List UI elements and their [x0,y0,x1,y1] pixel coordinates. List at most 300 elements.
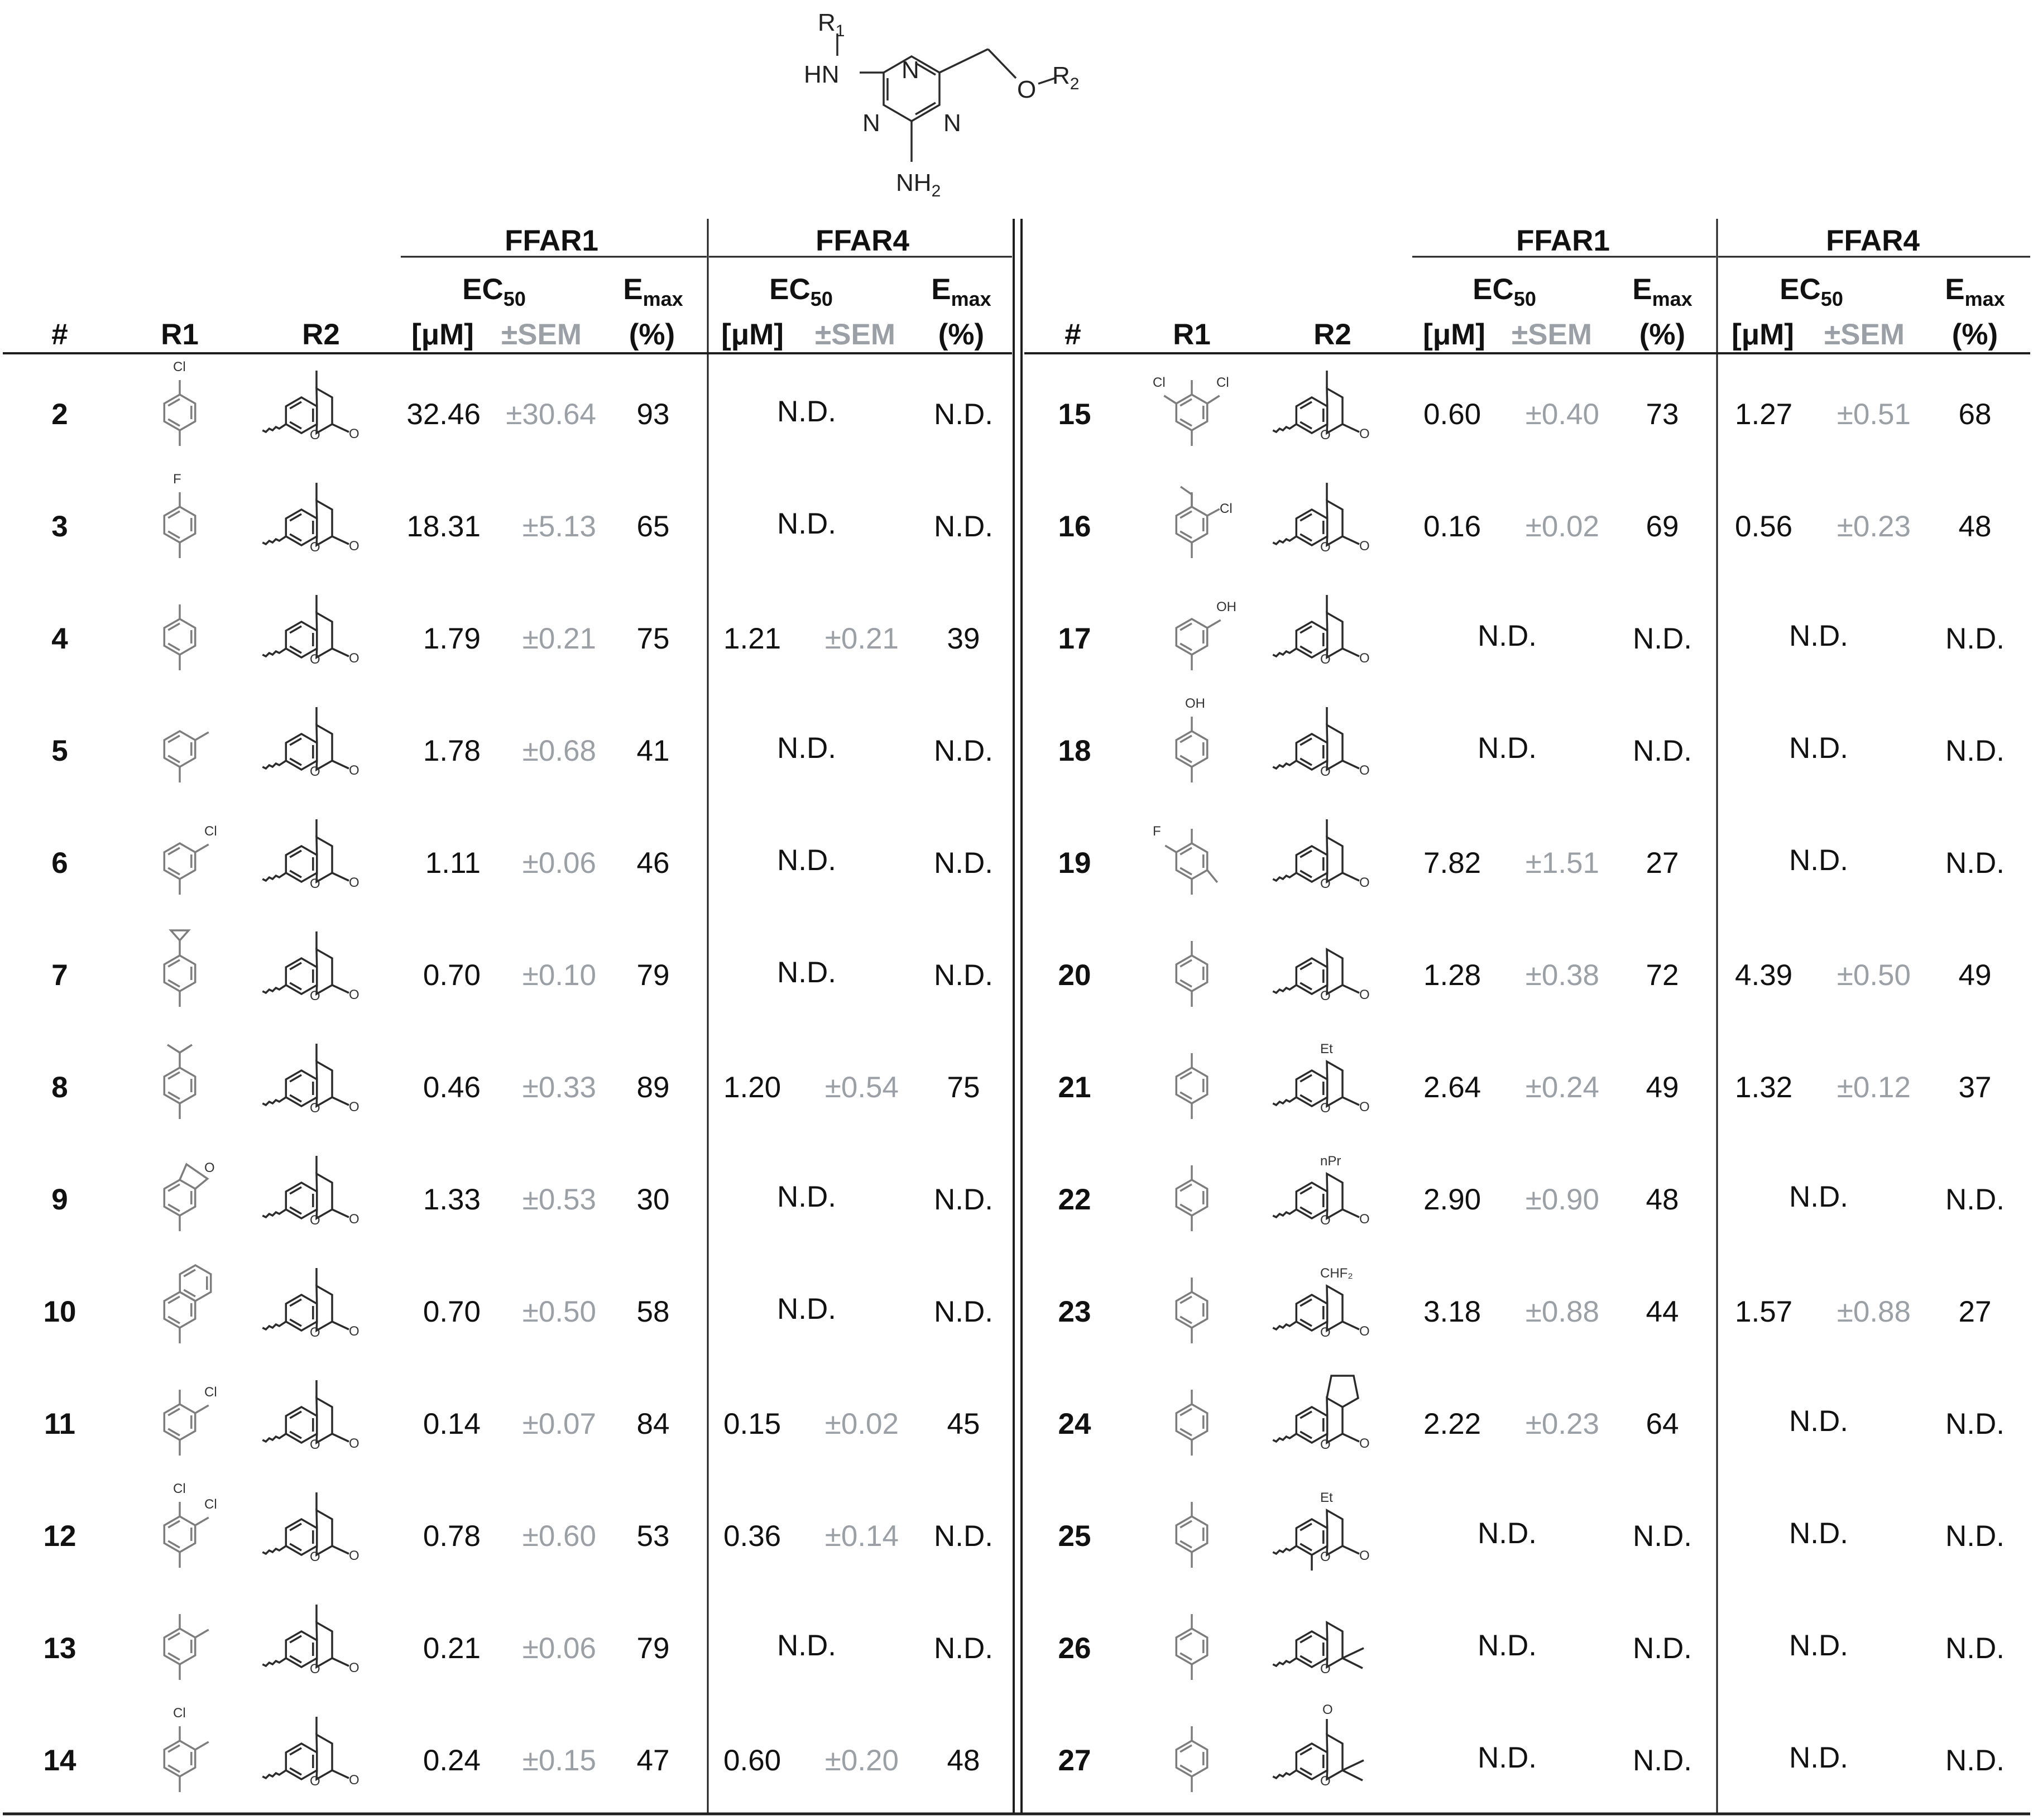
row-24-ffar1-ec50: 2.22 [1423,1408,1481,1440]
row-23-id: 23 [1058,1295,1091,1328]
row-4-ffar4-sem: ±0.21 [824,622,899,655]
header-unit-ffar1-right: [μM] [1423,318,1485,351]
row-6-ffar1-ec50: 1.11 [425,847,481,880]
row-26-ffar4-nd: N.D. [1789,1629,1848,1662]
row-22-r1-structure [1144,1145,1239,1245]
header-pct-ffar4-left: (%) [938,318,985,351]
row-10-r2-carbonyl-o-label: O [349,1324,359,1339]
row-22-r2-ring-o-label: O [1320,1213,1331,1228]
row-6-ffar4-nd: N.D. [777,844,836,877]
row-2-r2-ring-o-label: O [310,428,320,443]
row-23-ffar4-ec50: 1.57 [1735,1295,1793,1328]
row-18-ffar4-emax: N.D. [1945,734,2005,767]
row-26-r2-ring-o-label: O [1320,1661,1331,1677]
row-23-r2-structure [1259,1257,1393,1357]
header-ffar1-left: FFAR1 [505,224,598,257]
row-19-ffar1-sem: ±1.51 [1525,847,1599,880]
row-8-r2-carbonyl-o-label: O [349,1099,359,1115]
row-16-r2-structure [1259,472,1393,572]
row-25-id: 25 [1058,1520,1091,1553]
row-16-ffar1-ec50: 0.16 [1423,510,1481,543]
row-10-r2-structure [248,1257,382,1357]
row-2-ffar1-ec50: 32.46 [406,398,481,431]
row-12-ffar4-emax: N.D. [934,1520,993,1553]
row-2-ffar4-nd: N.D. [777,395,836,428]
row-21-ffar4-emax: 37 [1958,1071,1992,1104]
row-9-ffar4-nd: N.D. [777,1180,836,1213]
row-5-r1-structure [132,696,227,796]
row-4-ffar4-ec50: 1.21 [723,622,781,655]
row-25-r2-ring-o-label: O [1320,1549,1331,1564]
row-16-r2-carbonyl-o-label: O [1359,539,1370,554]
row-2-r2-carbonyl-o-label: O [349,426,359,441]
row-17-r1-structure [1144,584,1239,684]
scaffold-hn-label: HN [804,61,840,88]
row-23-r2-ring-o-label: O [1320,1325,1331,1340]
row-11-ffar1-ec50: 0.14 [423,1408,481,1440]
row-6-ffar1-sem: ±0.06 [522,847,596,880]
row-8-r2-structure [248,1033,382,1133]
row-20-ffar1-emax: 72 [1646,959,1679,992]
row-13-r1-structure [132,1593,227,1694]
row-14-r2-structure [248,1706,382,1806]
row-10-ffar4-emax: N.D. [934,1295,993,1328]
row-7-r2-ring-o-label: O [310,988,320,1003]
row-4-r2-structure [248,584,382,684]
row-27-r2-structure [1259,1702,1393,1806]
row-3-id: 3 [51,510,68,543]
row-12-r2-carbonyl-o-label: O [349,1548,359,1563]
row-26-r1-structure [1144,1593,1239,1694]
row-11-ffar1-emax: 84 [636,1408,670,1440]
row-13-ffar4-emax: N.D. [934,1632,993,1665]
row-4-ffar4-emax: 39 [947,622,980,655]
row-14-ffar4-sem: ±0.20 [824,1744,899,1777]
row-2-r1-atom-label: Cl [173,359,186,374]
row-21-ffar1-emax: 49 [1646,1071,1679,1104]
header-index-right: # [1065,318,1081,351]
row-21-ffar4-ec50: 1.32 [1735,1071,1793,1104]
row-15-id: 15 [1058,398,1091,431]
row-8-r1-structure [132,1033,227,1133]
row-6-r1-atom-label: Cl [204,824,217,839]
row-7-ffar1-ec50: 0.70 [423,959,481,992]
header-r2-left: R2 [302,318,340,351]
row-6-r2-carbonyl-o-label: O [349,875,359,890]
row-19-ffar1-ec50: 7.82 [1423,847,1481,880]
row-11-r2-structure [248,1369,382,1470]
scaffold-nh2-label: $NH_2$ [896,169,941,200]
row-4-r2-carbonyl-o-label: O [349,651,359,666]
row-15-ffar4-ec50: 1.27 [1735,398,1793,431]
row-16-ffar4-emax: 48 [1958,510,1992,543]
row-12-ffar1-ec50: 0.78 [423,1520,481,1553]
row-21-id: 21 [1058,1071,1091,1104]
row-6-r2-structure [248,808,382,909]
row-22-ffar4-nd: N.D. [1789,1180,1848,1213]
row-17-r2-ring-o-label: O [1320,652,1331,667]
row-2-ffar4-emax: N.D. [934,398,993,431]
row-12-ffar1-sem: ±0.60 [522,1520,596,1553]
row-14-ffar4-emax: 48 [947,1744,980,1777]
row-16-ffar1-sem: ±0.02 [1525,510,1599,543]
row-11-ffar4-emax: 45 [947,1408,980,1440]
row-20-ffar1-sem: ±0.38 [1525,959,1599,992]
row-14-ffar1-ec50: 0.24 [423,1744,481,1777]
row-26-r2-structure [1259,1593,1393,1694]
row-2-r1-structure [132,359,227,460]
row-25-r2-sub4-label: Et [1320,1490,1333,1505]
row-17-r2-structure [1259,584,1393,684]
row-13-ffar4-nd: N.D. [777,1629,836,1662]
row-3-ffar4-nd: N.D. [777,507,836,540]
row-23-r2-carbonyl-o-label: O [1359,1324,1370,1339]
row-9-r1-atom-label: O [204,1160,215,1175]
row-15-ffar1-sem: ±0.40 [1525,398,1599,431]
header-r1-right: R1 [1173,318,1211,351]
row-11-ffar1-sem: ±0.07 [522,1408,596,1440]
row-3-ffar1-ec50: 18.31 [406,510,481,543]
row-11-id: 11 [44,1408,76,1440]
header-emax-ffar1-right: $E_{max}$ [1632,273,1692,310]
row-14-r2-ring-o-label: O [310,1774,320,1789]
row-12-ffar1-emax: 53 [636,1520,670,1553]
row-22-ffar1-ec50: 2.90 [1423,1183,1481,1216]
row-5-r2-structure [248,696,382,796]
row-8-r2-ring-o-label: O [310,1101,320,1116]
row-9-r1-structure [132,1145,227,1245]
header-ec50-ffar4-right: $EC_{50}$ [1780,273,1843,310]
row-15-ffar4-sem: ±0.51 [1837,398,1911,431]
row-7-ffar1-emax: 79 [636,959,670,992]
row-12-r1-structure [132,1481,227,1582]
row-15-ffar1-ec50: 0.60 [1423,398,1481,431]
row-18-r2-ring-o-label: O [1320,764,1331,779]
row-13-ffar1-emax: 79 [636,1632,670,1665]
row-10-id: 10 [43,1295,76,1328]
row-18-ffar4-nd: N.D. [1789,732,1848,765]
row-12-r1-atom-label: Cl [173,1481,186,1496]
row-5-ffar4-emax: N.D. [934,734,993,767]
header-emax-ffar4-right: $E_{max}$ [1945,273,2005,310]
row-20-id: 20 [1058,959,1091,992]
row-19-ffar1-emax: 27 [1646,847,1679,880]
row-14-id: 14 [43,1744,76,1777]
row-21-r2-sub4-label: Et [1320,1041,1333,1057]
row-9-r2-carbonyl-o-label: O [349,1212,359,1227]
row-26-ffar1-nd: N.D. [1478,1629,1537,1662]
row-16-r1-atom-label: Cl [1220,501,1233,516]
row-13-r2-carbonyl-o-label: O [349,1660,359,1675]
row-3-r1-atom-label: F [173,472,181,487]
row-9-ffar1-emax: 30 [636,1183,670,1216]
row-21-r2-ring-o-label: O [1320,1101,1331,1116]
header-pct-ffar4-right: (%) [1952,318,1998,351]
header-emax-ffar1-left: $E_{max}$ [623,273,683,310]
row-14-r1-structure [132,1706,227,1806]
row-15-r2-ring-o-label: O [1320,428,1331,443]
row-22-ffar4-emax: N.D. [1945,1183,2005,1216]
row-4-r1-structure [132,584,227,684]
row-13-r2-structure [248,1593,382,1694]
row-6-ffar1-emax: 46 [636,847,670,880]
row-23-ffar1-ec50: 3.18 [1423,1295,1481,1328]
row-8-ffar1-sem: ±0.33 [522,1071,596,1104]
row-19-r1-atom-label: F [1153,824,1161,839]
row-27-r2-ring-o-label: O [1320,1774,1331,1789]
row-20-ffar4-sem: ±0.50 [1837,959,1911,992]
row-10-ffar1-emax: 58 [636,1295,670,1328]
row-18-r1-atom-label: OH [1185,696,1205,711]
row-17-id: 17 [1058,622,1091,655]
row-10-ffar1-ec50: 0.70 [423,1295,481,1328]
row-7-ffar4-emax: N.D. [934,959,993,992]
row-8-ffar1-emax: 89 [636,1071,670,1104]
row-7-ffar4-nd: N.D. [777,956,836,989]
header-unit-ffar4-left: [μM] [721,318,784,351]
row-17-ffar4-nd: N.D. [1789,620,1848,652]
row-3-r2-structure [248,472,382,572]
row-2-id: 2 [51,398,68,431]
row-11-r2-carbonyl-o-label: O [349,1436,359,1451]
row-16-ffar4-ec50: 0.56 [1735,510,1793,543]
row-22-id: 22 [1058,1183,1091,1216]
row-18-id: 18 [1058,734,1091,767]
row-16-r2-ring-o-label: O [1320,540,1331,555]
header-ffar1-right: FFAR1 [1516,224,1610,257]
row-24-ffar4-emax: N.D. [1945,1408,2005,1440]
row-25-ffar4-emax: N.D. [1945,1520,2005,1553]
row-27-ffar1-emax: N.D. [1633,1744,1692,1777]
row-10-r2-ring-o-label: O [310,1325,320,1340]
row-25-ffar1-emax: N.D. [1633,1520,1692,1553]
row-12-ffar4-sem: ±0.14 [824,1520,899,1553]
row-2-ffar1-sem: ±30.64 [506,398,596,431]
row-17-r2-carbonyl-o-label: O [1359,651,1370,666]
header-r1-left: R1 [161,318,199,351]
header-pct-ffar1-left: (%) [629,318,675,351]
row-27-ffar1-nd: N.D. [1478,1741,1537,1774]
row-14-r1-atom-label: Cl [173,1706,186,1721]
row-5-ffar1-ec50: 1.78 [423,734,481,767]
row-11-ffar4-sem: ±0.02 [824,1408,899,1440]
header-pct-ffar1-right: (%) [1639,318,1686,351]
header-sem-ffar4-right: ±SEM [1824,318,1905,351]
row-4-ffar1-emax: 75 [636,622,670,655]
row-5-r2-ring-o-label: O [310,764,320,779]
row-24-r2-carbonyl-o-label: O [1359,1436,1370,1451]
row-21-ffar1-sem: ±0.24 [1525,1071,1599,1104]
row-14-ffar1-sem: ±0.15 [522,1744,596,1777]
row-5-ffar1-emax: 41 [636,734,670,767]
row-23-r1-structure [1144,1257,1239,1357]
row-5-ffar4-nd: N.D. [777,732,836,765]
row-13-r2-ring-o-label: O [310,1661,320,1677]
header-ec50-ffar4-left: $EC_{50}$ [769,273,833,310]
row-8-ffar1-ec50: 0.46 [423,1071,481,1104]
header-ec50-ffar1-right: $EC_{50}$ [1473,273,1536,310]
row-27-ffar4-emax: N.D. [1945,1744,2005,1777]
row-24-ffar4-nd: N.D. [1789,1405,1848,1438]
row-13-id: 13 [43,1632,76,1665]
row-24-ffar1-emax: 64 [1646,1408,1679,1440]
row-7-r2-structure [248,920,382,1021]
row-13-ffar1-ec50: 0.21 [423,1632,481,1665]
row-17-ffar1-nd: N.D. [1478,620,1537,652]
row-9-ffar1-ec50: 1.33 [423,1183,481,1216]
row-6-r2-ring-o-label: O [310,876,320,891]
row-16-id: 16 [1058,510,1091,543]
header-unit-ffar4-right: [μM] [1732,318,1794,351]
row-15-ffar4-emax: 68 [1958,398,1992,431]
row-11-ffar4-ec50: 0.15 [723,1408,781,1440]
row-17-ffar4-emax: N.D. [1945,622,2005,655]
row-5-id: 5 [51,734,68,767]
row-26-ffar1-emax: N.D. [1633,1632,1692,1665]
row-20-r2-structure [1259,920,1393,1021]
row-4-ffar1-ec50: 1.79 [423,622,481,655]
row-12-r1-atom-label: Cl [204,1497,217,1512]
row-24-r1-structure [1144,1369,1239,1470]
row-4-id: 4 [51,622,68,655]
row-25-r2-structure [1259,1481,1393,1582]
row-24-ffar1-sem: ±0.23 [1525,1408,1599,1440]
header-ec50-ffar1-left: $EC_{50}$ [462,273,526,310]
row-18-ffar1-nd: N.D. [1478,732,1537,765]
row-9-r2-structure [248,1145,382,1245]
row-23-ffar1-emax: 44 [1646,1295,1679,1328]
row-5-ffar1-sem: ±0.68 [522,734,596,767]
scaffold-r2-label: $R_2$ [1052,62,1080,93]
row-21-ffar4-sem: ±0.12 [1837,1071,1911,1104]
row-9-ffar4-emax: N.D. [934,1183,993,1216]
row-24-id: 24 [1058,1408,1091,1440]
row-17-r1-atom-label: OH [1216,599,1236,614]
row-12-id: 12 [43,1520,76,1553]
row-3-ffar1-emax: 65 [636,510,670,543]
row-20-ffar4-ec50: 4.39 [1735,959,1793,992]
header-index-left: # [51,318,68,351]
row-8-ffar4-sem: ±0.54 [824,1071,899,1104]
row-9-r2-ring-o-label: O [310,1213,320,1228]
header-emax-ffar4-left: $E_{max}$ [931,273,991,310]
row-23-ffar4-sem: ±0.88 [1837,1295,1911,1328]
row-15-r1-structure [1144,359,1239,460]
row-25-r2-carbonyl-o-label: O [1359,1548,1370,1563]
row-27-ffar4-nd: N.D. [1789,1741,1848,1774]
row-18-r2-structure [1259,696,1393,796]
row-11-r1-atom-label: Cl [204,1385,217,1400]
row-2-r2-structure [248,359,382,460]
scaffold-r1-label: $R_1$ [818,9,845,40]
row-2-ffar1-emax: 93 [636,398,670,431]
row-22-ffar1-emax: 48 [1646,1183,1679,1216]
row-22-ffar1-sem: ±0.90 [1525,1183,1599,1216]
row-12-r2-ring-o-label: O [310,1549,320,1564]
row-15-r2-carbonyl-o-label: O [1359,426,1370,441]
scaffold-n1-label: N [902,56,919,84]
row-7-r1-structure [132,920,227,1021]
header-ffar4-left: FFAR4 [816,224,909,257]
row-23-ffar1-sem: ±0.88 [1525,1295,1599,1328]
row-15-r2-structure [1259,359,1393,460]
row-19-id: 19 [1058,847,1091,880]
header-r2-right: R2 [1313,318,1351,351]
row-14-r2-carbonyl-o-label: O [349,1773,359,1788]
row-15-r1-atom-label: Cl [1153,375,1166,390]
header-sem-ffar1-right: ±SEM [1512,318,1592,351]
row-16-r1-structure [1144,472,1239,572]
row-4-ffar1-sem: ±0.21 [522,622,596,655]
row-6-ffar4-emax: N.D. [934,847,993,880]
row-3-ffar4-emax: N.D. [934,510,993,543]
row-21-r2-structure [1259,1033,1393,1133]
row-3-ffar1-sem: ±5.13 [522,510,596,543]
row-27-id: 27 [1058,1744,1091,1777]
row-25-r1-structure [1144,1481,1239,1582]
row-10-r1-structure [132,1257,227,1357]
row-24-r2-structure [1259,1369,1393,1470]
row-21-ffar1-ec50: 2.64 [1423,1071,1481,1104]
header-sem-ffar1-left: ±SEM [501,318,582,351]
row-11-r2-ring-o-label: O [310,1437,320,1452]
row-19-r2-carbonyl-o-label: O [1359,875,1370,890]
row-27-r2-ketone-o-label: O [1322,1702,1333,1717]
row-7-id: 7 [51,959,68,992]
row-5-r2-carbonyl-o-label: O [349,763,359,778]
row-7-r2-carbonyl-o-label: O [349,987,359,1002]
row-6-id: 6 [51,847,68,880]
row-10-ffar4-nd: N.D. [777,1293,836,1326]
header-unit-ffar1-left: [μM] [411,318,474,351]
row-19-r2-ring-o-label: O [1320,876,1331,891]
row-15-r1-atom-label: Cl [1216,375,1229,390]
row-20-ffar4-emax: 49 [1958,959,1992,992]
row-8-id: 8 [51,1071,68,1104]
row-22-r2-sub4-label: nPr [1320,1154,1341,1169]
row-3-r2-carbonyl-o-label: O [349,539,359,554]
row-18-r1-structure [1144,696,1239,796]
scaffold-n2-label: N [862,109,880,137]
row-25-ffar4-nd: N.D. [1789,1517,1848,1550]
row-12-r2-structure [248,1481,382,1582]
row-21-r2-carbonyl-o-label: O [1359,1099,1370,1115]
row-26-id: 26 [1058,1632,1091,1665]
row-20-ffar1-ec50: 1.28 [1423,959,1481,992]
row-4-r2-ring-o-label: O [310,652,320,667]
row-17-ffar1-emax: N.D. [1633,622,1692,655]
row-18-r2-carbonyl-o-label: O [1359,763,1370,778]
header-sem-ffar4-left: ±SEM [815,318,895,351]
row-16-ffar4-sem: ±0.23 [1837,510,1911,543]
row-3-r2-ring-o-label: O [310,540,320,555]
row-20-r1-structure [1144,920,1239,1021]
row-9-id: 9 [51,1183,68,1216]
row-22-r2-structure [1259,1145,1393,1245]
row-15-ffar1-emax: 73 [1646,398,1679,431]
row-16-ffar1-emax: 69 [1646,510,1679,543]
row-25-ffar1-nd: N.D. [1478,1517,1537,1550]
row-23-r2-sub4-label: CHF₂ [1320,1266,1353,1281]
row-18-ffar1-emax: N.D. [1633,734,1692,767]
row-19-r1-structure [1144,808,1239,909]
row-19-ffar4-emax: N.D. [1945,847,2005,880]
row-13-ffar1-sem: ±0.06 [522,1632,596,1665]
row-3-r1-structure [132,472,227,572]
row-21-r1-structure [1144,1033,1239,1133]
header-ffar4-right: FFAR4 [1826,224,1920,257]
row-14-ffar1-emax: 47 [636,1744,670,1777]
